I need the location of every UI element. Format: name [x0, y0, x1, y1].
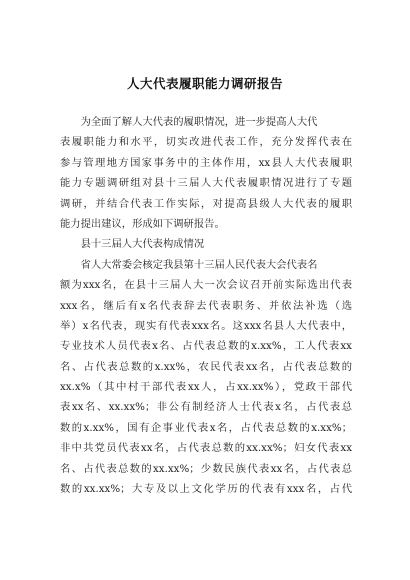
paragraph-line: 为全面了解人大代表的履职情况，进一步提高人大代: [60, 116, 318, 128]
paragraph-line: 表xx名、xx.xx%；非公有制经济人士代表x名，占代表总: [60, 401, 352, 414]
paragraph-line: 专业技术人员代表x名、占代表总数的x.xx%，工人代表xx: [60, 340, 352, 353]
paragraph-line: 参与管理地方国家事务中的主体作用，xx县人大代表履职: [60, 156, 352, 169]
paragraph-line: 额为xxx名，在县十三届人大一次会议召开前实际选出代表: [60, 279, 352, 292]
document-title: 人大代表履职能力调研报告: [126, 76, 283, 91]
paragraph-line: 数的x.xx%，国有企事业代表x名，占代表总数的x.xx%；: [60, 421, 352, 434]
paragraph-line: xx.x%（其中村干部代表xx人，占xx.xx%），党政干部代: [60, 381, 352, 394]
paragraph-line: 能力提出建议，形成如下调研报告。: [60, 217, 225, 230]
section-heading: 县十三届人大代表构成情况: [60, 238, 205, 251]
paragraph-line: 调研，并结合代表工作实际，对提高县级人大代表的履职: [60, 197, 352, 210]
paragraph-line: 表履职能力和水平，切实改进代表工作，充分发挥代表在: [60, 136, 352, 149]
paragraph-line: xxx名，继后有x名代表辞去代表职务、并依法补选（选: [60, 299, 352, 312]
paragraph-line: 名、占代表总数的xx.xx%；少数民族代表xx名，占代表总: [60, 462, 352, 475]
paragraph-line: 能力专题调研组对县十三届人大代表履职情况进行了专题: [60, 177, 352, 190]
paragraph-line: 数的xx.xx%；大专及以上文化学历的代表有xxx名，占代: [60, 483, 352, 496]
paragraph-line: 省人大常委会核定我县第十三届人民代表大会代表名: [60, 258, 318, 271]
paragraph-line: 名、占代表总数的x.xx%，农民代表xx名，占代表总数的: [60, 360, 352, 373]
paragraph-line: 非中共党员代表xx名，占代表总数的xx.xx%；妇女代表xx: [60, 442, 352, 455]
document-body: [60, 112, 352, 499]
paragraph-line: 举）x名代表，现实有代表xxx名。这xxx名县人大代表中，: [60, 319, 352, 332]
